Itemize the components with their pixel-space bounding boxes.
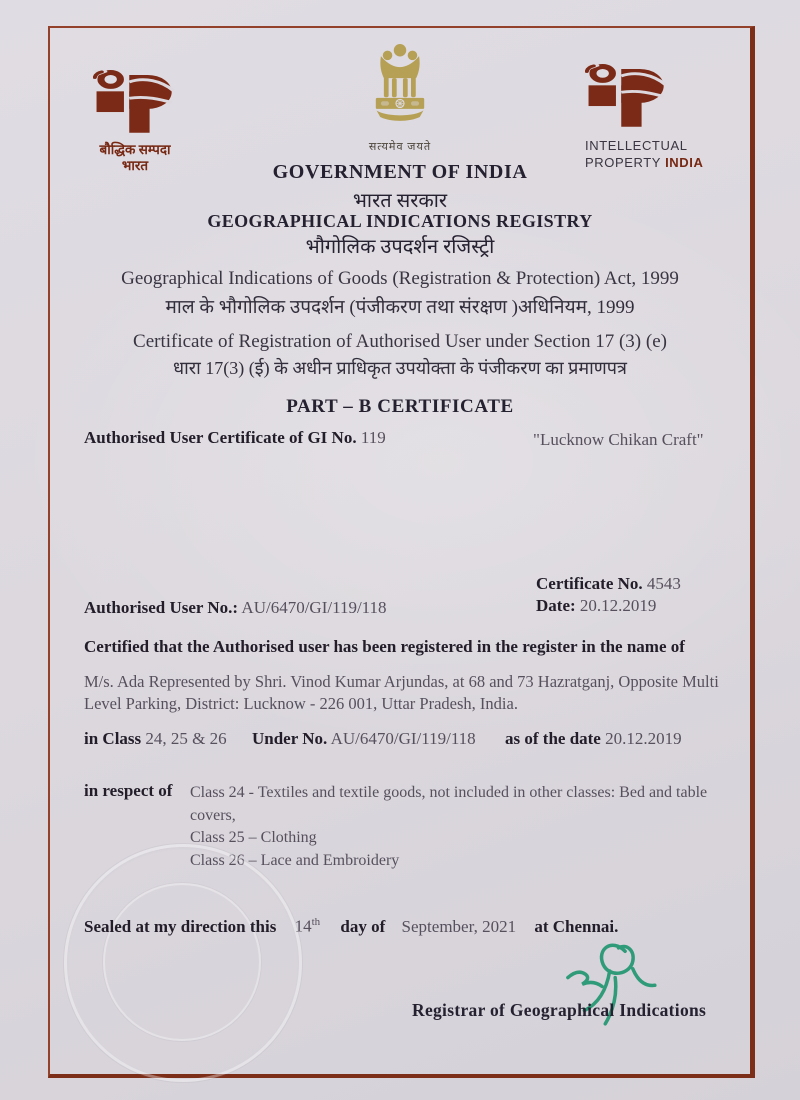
holder-name-address: M/s. Ada Represented by Shri. Vinod Kumar Arjundas, at 68 and 73 Hazratganj, Opposite Multi Level Parking, District: Lucknow - 226 001, Uttar Pradesh, India. [84,672,719,713]
act-line-hindi: माल के भौगोलिक उपदर्शन (पंजीकरण तथा संरक्षण )अधिनियम, 1999 [165,297,635,318]
sealed-label-2: day of [340,916,386,936]
part-b-certificate-title: PART – B CERTIFICATE [286,396,514,417]
sealed-day: 14th [294,916,321,936]
ip-monogram-icon [93,70,177,134]
sealed-day-suffix: th [311,916,321,928]
goods-class-list [190,782,718,872]
authorised-user-number-label: Authorised User No.: [84,598,239,617]
certificate-number-block [536,573,681,617]
as-of-date-group [505,729,682,749]
as-of-date-value: 20.12.2019 [605,729,682,748]
registrar-title: Registrar of Geographical Indications [412,1000,707,1020]
as-of-date-label: as of the date [505,729,601,748]
authorised-user-number-value: AU/6470/GI/119/118 [241,598,387,617]
embossed-seal [64,844,302,1082]
certificate-date-value: 20.12.2019 [579,596,657,615]
title-registry-hindi: भौगोलिक उपदर्शन रजिस्ट्री [305,236,495,258]
sealed-statement-row [84,916,618,937]
ip-monogram-icon [585,64,669,128]
certificate-date-label: Date: [536,596,576,615]
logo-caption-line2: भारत [121,158,149,173]
act-line-english: Geographical Indications of Goods (Registration & Protection) Act, 1999 [121,268,679,289]
gi-name: "Lucknow Chikan Craft" [533,430,704,449]
section-line-english: Certificate of Registration of Authorised User under Section 17 (3) (e) [133,331,667,352]
under-no-value: AU/6470/GI/119/118 [330,729,476,748]
gi-number-row [84,428,386,448]
in-class-group [84,729,227,749]
class-26-item: Class 26 – Lace and Embroidery [190,851,400,869]
title-government-of-india: GOVERNMENT OF INDIA [272,161,528,183]
wordmark-line1: INTELLECTUAL [585,138,688,153]
authorised-user-number-row [84,598,387,618]
gi-number-label: Authorised User Certificate of GI No. [84,428,357,447]
in-class-label: in Class [84,729,142,748]
in-class-value: 24, 25 & 26 [145,729,227,748]
certificate-date-row [536,595,681,617]
embossed-seal-inner-ring [103,883,261,1041]
certificate-number-row [536,573,681,595]
section-line-hindi: धारा 17(3) (ई) के अधीन प्राधिकृत उपयोक्ता के पंजीकरण का प्रमाणपत्र [173,358,627,378]
gi-number-value: 119 [360,428,386,447]
wordmark-india: INDIA [665,155,704,170]
ip-india-logo-left [70,70,200,174]
under-no-label: Under No. [252,729,328,748]
ashoka-lion-capital-icon [367,36,433,132]
certificate-number-label: Certificate No. [536,574,643,593]
title-registry: GEOGRAPHICAL INDICATIONS REGISTRY [207,211,593,231]
logo-caption-line1: बौद्धिक सम्पदा [99,142,171,157]
under-no-group [252,729,476,749]
sealed-label-1: Sealed at my direction this [84,916,277,936]
class-24-item: Class 24 - Textiles and textile goods, not included in other classes: Bed and table covers, [190,784,708,824]
class-25-item: Class 25 – Clothing [190,829,317,846]
in-respect-of-label: in respect of [84,781,173,800]
title-government-hindi: भारत सरकार [352,190,448,212]
wordmark-line2: PROPERTY INDIA [585,155,704,170]
emblem-motto: सत्यमेव जयते [368,141,432,153]
national-emblem [345,36,455,154]
certificate-number-value: 4543 [646,574,681,593]
ip-india-logo-right [585,64,745,171]
sealed-label-3: at Chennai. [534,916,619,936]
certified-statement: Certified that the Authorised user has been registered in the register in the name of [84,637,685,656]
sealed-month: September, 2021 [401,916,517,936]
